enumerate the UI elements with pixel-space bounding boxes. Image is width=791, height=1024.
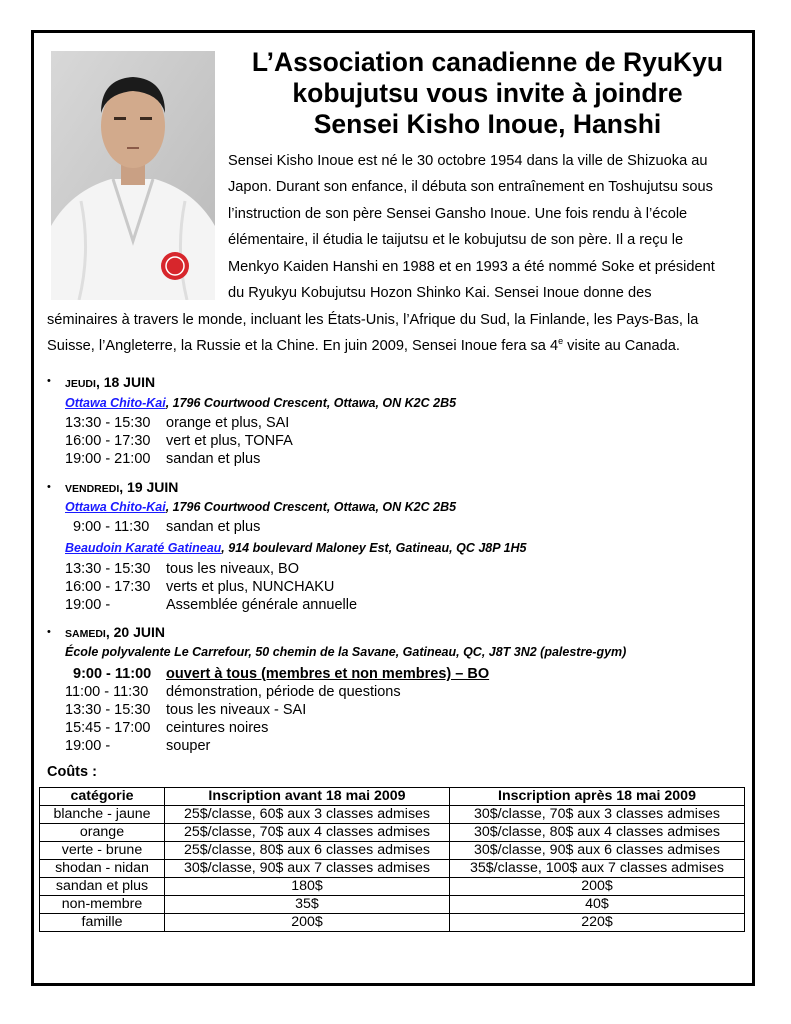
venue-line: Beaudoin Karaté Gatineau, 914 boulevard Maloney Est, Gatineau, QC J8P 1H5 <box>65 541 527 555</box>
table-cell: 30$/classe, 70$ aux 3 classes admises <box>450 806 745 824</box>
session-desc: sandan et plus <box>166 451 261 467</box>
bio-line-last: Suisse, l’Angleterre, la Russie et la Chine. En juin 2009, Sensei Inoue fera sa 4e visite au Canada. <box>47 336 680 355</box>
session-desc: ouvert à tous (membres et non membres) – BO <box>166 666 490 682</box>
session-time: 16:00 - 17:30 <box>65 433 151 449</box>
table-row <box>40 806 745 824</box>
table-cell: shodan - nidan <box>40 860 165 878</box>
session-desc: orange et plus, SAI <box>166 415 290 431</box>
day-heading: JEUDI, 18 JUIN <box>65 374 156 390</box>
table-cell: 25$/classe, 80$ aux 6 classes admises <box>165 842 450 860</box>
session-desc: tous les niveaux, BO <box>166 561 299 577</box>
venue-line: Ottawa Chito-Kai, 1796 Courtwood Crescent, Ottawa, ON K2C 2B5 <box>65 500 457 514</box>
session-time: 9:00 - 11:30 <box>73 519 150 535</box>
table-cell: blanche - jaune <box>40 806 165 824</box>
table-row <box>40 878 745 896</box>
venue-link[interactable]: Ottawa Chito-Kai <box>65 396 166 410</box>
day-heading: VENDREDI, 19 JUIN <box>65 479 179 495</box>
bullet-icon: • <box>47 626 51 638</box>
session-time: 13:30 - 15:30 <box>65 702 151 718</box>
table-cell: 220$ <box>450 914 745 932</box>
table-cell: non-membre <box>40 896 165 914</box>
biography-wide <box>47 307 752 360</box>
superscript: e <box>558 336 564 347</box>
session-time: 19:00 - <box>65 738 111 754</box>
session-desc: sandan et plus <box>166 519 261 535</box>
session-desc: tous les niveaux - SAI <box>166 702 307 718</box>
table-cell: 200$ <box>450 878 745 896</box>
gi-emblem-icon <box>161 252 189 280</box>
biography-narrow <box>228 148 748 306</box>
table-cell: 25$/classe, 70$ aux 4 classes admises <box>165 824 450 842</box>
table-header-cell: catégorie <box>40 788 165 806</box>
session-time: 15:45 - 17:00 <box>65 720 151 736</box>
portrait-illustration <box>51 51 215 300</box>
title-line: kobujutsu vous invite à joindre <box>292 78 683 108</box>
bio-line: Sensei Kisho Inoue est né le 30 octobre 1954 dans la ville de Shizuoka au <box>228 153 708 169</box>
sensei-portrait-photo <box>51 51 215 300</box>
session-time: 13:30 - 15:30 <box>65 561 151 577</box>
table-row <box>40 896 745 914</box>
session-time: 19:00 - <box>65 597 111 613</box>
table-cell: 30$/classe, 90$ aux 7 classes admises <box>165 860 450 878</box>
session-time: 19:00 - 21:00 <box>65 451 151 467</box>
bullet-icon: • <box>47 481 51 493</box>
bio-line: l’instruction de son père Sensei Gansho Inoue. Une fois rendu à l’école <box>228 205 688 222</box>
table-cell: 200$ <box>165 914 450 932</box>
table-cell: sandan et plus <box>40 878 165 896</box>
table-cell: 35$/classe, 100$ aux 7 classes admises <box>450 860 745 878</box>
session-desc: vert et plus, TONFA <box>166 433 293 449</box>
table-row <box>40 914 745 932</box>
table-header-row <box>40 788 745 806</box>
session-time: 11:00 - 11:30 <box>65 684 149 700</box>
table-cell: 25$/classe, 60$ aux 3 classes admises <box>165 806 450 824</box>
bio-line: du Ryukyu Kobujutsu Hozon Shinko Kai. Sensei Inoue donne des <box>228 285 652 302</box>
table-row <box>40 860 745 878</box>
table-header-cell: Inscription après 18 mai 2009 <box>450 788 745 806</box>
bio-line: Menkyo Kaiden Hanshi en 1988 et en 1993 a été nommé Soke et président <box>228 258 715 275</box>
session-desc: verts et plus, NUNCHAKU <box>166 579 335 595</box>
table-cell: verte - brune <box>40 842 165 860</box>
table-cell: 30$/classe, 90$ aux 6 classes admises <box>450 842 745 860</box>
venue-line: Ottawa Chito-Kai, 1796 Courtwood Crescent, Ottawa, ON K2C 2B5 <box>65 396 457 410</box>
venue-line: École polyvalente Le Carrefour, 50 chemin de la Savane, Gatineau, QC, J8T 3N2 (palestre-gym) <box>65 645 627 659</box>
price-table <box>39 787 745 932</box>
day-heading: SAMEDI, 20 JUIN <box>65 624 165 640</box>
costs-heading: Coûts : <box>47 764 97 780</box>
table-row <box>40 842 745 860</box>
venue-link[interactable]: Beaudoin Karaté Gatineau <box>65 541 222 555</box>
table-cell: orange <box>40 824 165 842</box>
session-time: 13:30 - 15:30 <box>65 415 151 431</box>
venue-link[interactable]: Ottawa Chito-Kai <box>65 500 166 514</box>
session-desc: démonstration, période de questions <box>166 684 401 700</box>
session-time: 16:00 - 17:30 <box>65 579 151 595</box>
table-cell: 35$ <box>165 896 450 914</box>
table-cell: 40$ <box>450 896 745 914</box>
title-line: L’Association canadienne de RyuKyu <box>251 47 724 77</box>
bullet-icon: • <box>47 375 51 387</box>
bio-line: Japon. Durant son enfance, il débuta son entraînement en Toshujutsu sous <box>228 179 713 196</box>
session-time: 9:00 - 11:00 <box>73 666 152 682</box>
table-cell: 180$ <box>165 878 450 896</box>
table-header-cell: Inscription avant 18 mai 2009 <box>165 788 450 806</box>
session-desc: souper <box>166 738 211 754</box>
session-desc: ceintures noires <box>166 720 269 736</box>
page-title <box>225 47 750 140</box>
table-cell: famille <box>40 914 165 932</box>
table-row <box>40 824 745 842</box>
bio-line: élémentaire, il étudia le taijutsu et le kobujutsu de son père. Il a reçu le <box>228 232 684 249</box>
session-desc: Assemblée générale annuelle <box>166 597 358 613</box>
bio-line: séminaires à travers le monde, incluant les États-Unis, l’Afrique du Sud, la Finlande, les Pays-Bas, la <box>47 312 699 328</box>
title-line: Sensei Kisho Inoue, Hanshi <box>313 109 662 139</box>
table-cell: 30$/classe, 80$ aux 4 classes admises <box>450 824 745 842</box>
